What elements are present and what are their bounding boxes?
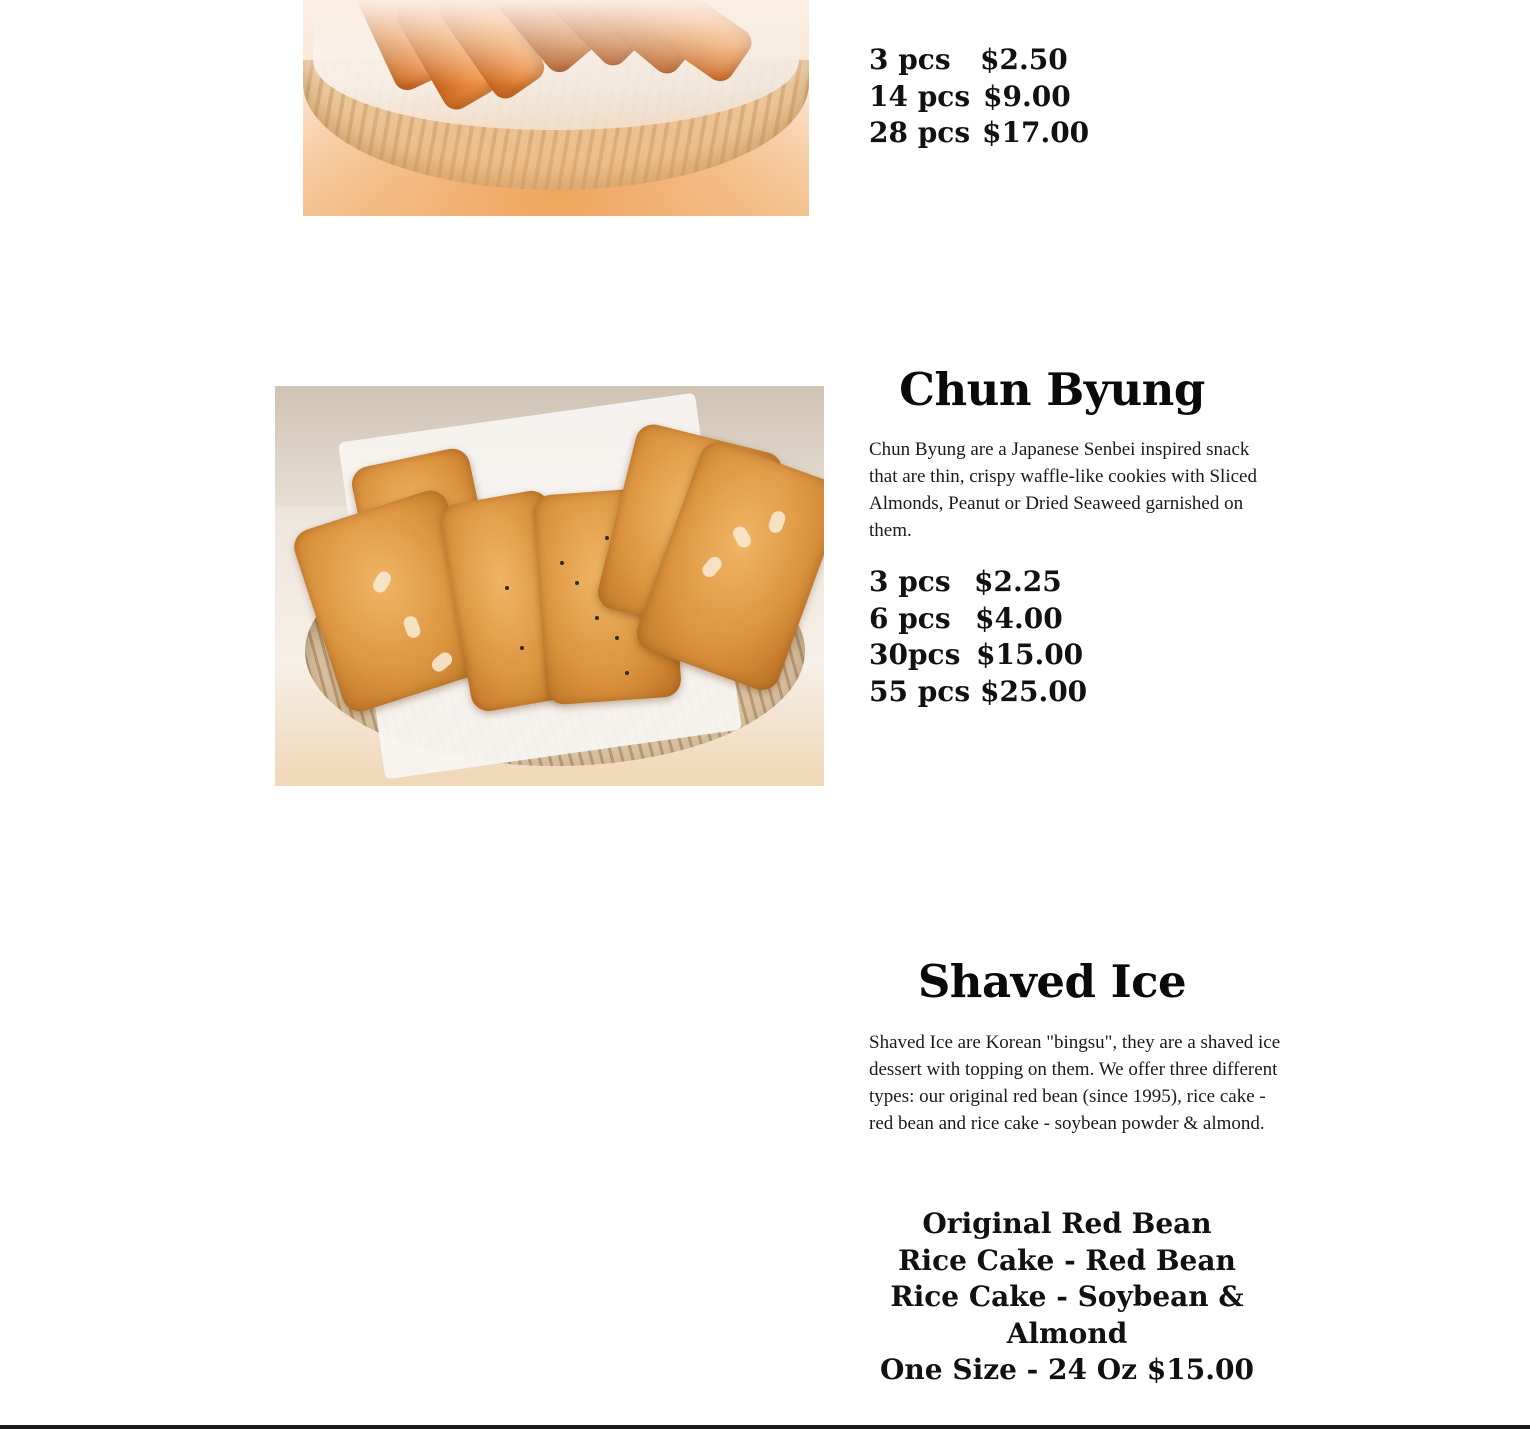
description-shaved-ice: Shaved Ice are Korean "bingsu", they are a shaved ice dessert with topping on them. We offer three different types: our original red bean (since 1995), rice cake - red bean and rice cake - soybean powder & almond. xyxy=(869,1032,1281,1134)
price-list-chun-byung xyxy=(869,564,1087,710)
section-title-chun-byung: Chun Byung xyxy=(899,363,1205,416)
price-row xyxy=(869,79,1089,116)
price-amount: $9.00 xyxy=(983,79,1071,113)
price-row xyxy=(869,674,1087,711)
price-amount: $17.00 xyxy=(982,116,1090,149)
option-line: Rice Cake - Soybean & Almond xyxy=(890,1280,1244,1350)
product-photo-chun-byung xyxy=(275,386,824,786)
price-amount: $25.00 xyxy=(980,674,1088,708)
description-chun-byung: Chun Byung are a Japanese Senbei inspired snack that are thin, crispy waffle-like cookies with Sliced Almonds, Peanut or Dried Seaweed garnished on them. xyxy=(869,439,1257,541)
seaweed-speck xyxy=(615,636,619,640)
price-list-section1 xyxy=(869,42,1089,152)
price-row xyxy=(869,564,1087,601)
section-title-shaved-ice: Shaved Ice xyxy=(917,955,1187,1008)
option-line: Rice Cake - Red Bean xyxy=(898,1243,1236,1277)
price-amount: $2.50 xyxy=(980,43,1068,76)
price-row xyxy=(869,601,1087,638)
price-qty: 3 pcs xyxy=(869,43,951,76)
seaweed-speck xyxy=(560,561,564,565)
size-price-line: One Size - 24 Oz $15.00 xyxy=(880,1353,1254,1386)
photo-haze xyxy=(303,0,809,216)
price-row xyxy=(869,42,1089,79)
seaweed-speck xyxy=(595,616,599,620)
price-qty: 14 pcs xyxy=(869,79,971,113)
price-amount: $15.00 xyxy=(976,638,1084,671)
seaweed-speck xyxy=(505,586,509,590)
shaved-ice-options xyxy=(869,1206,1265,1389)
price-qty: 3 pcs xyxy=(869,565,951,598)
price-qty: 30pcs xyxy=(869,638,961,671)
price-amount: $4.00 xyxy=(975,601,1063,635)
price-row xyxy=(869,115,1089,152)
seaweed-speck xyxy=(520,646,524,650)
seaweed-speck xyxy=(625,671,629,675)
seaweed-speck xyxy=(605,536,609,540)
price-row xyxy=(869,637,1087,674)
footer-divider xyxy=(0,1425,1530,1429)
price-qty: 28 pcs xyxy=(869,116,971,149)
price-qty: 55 pcs xyxy=(869,674,971,708)
seaweed-speck xyxy=(575,581,579,585)
price-qty: 6 pcs xyxy=(869,601,951,635)
price-amount: $2.25 xyxy=(974,565,1062,598)
product-photo-cookies-basket xyxy=(303,0,809,216)
option-line: Original Red Bean xyxy=(922,1207,1212,1240)
